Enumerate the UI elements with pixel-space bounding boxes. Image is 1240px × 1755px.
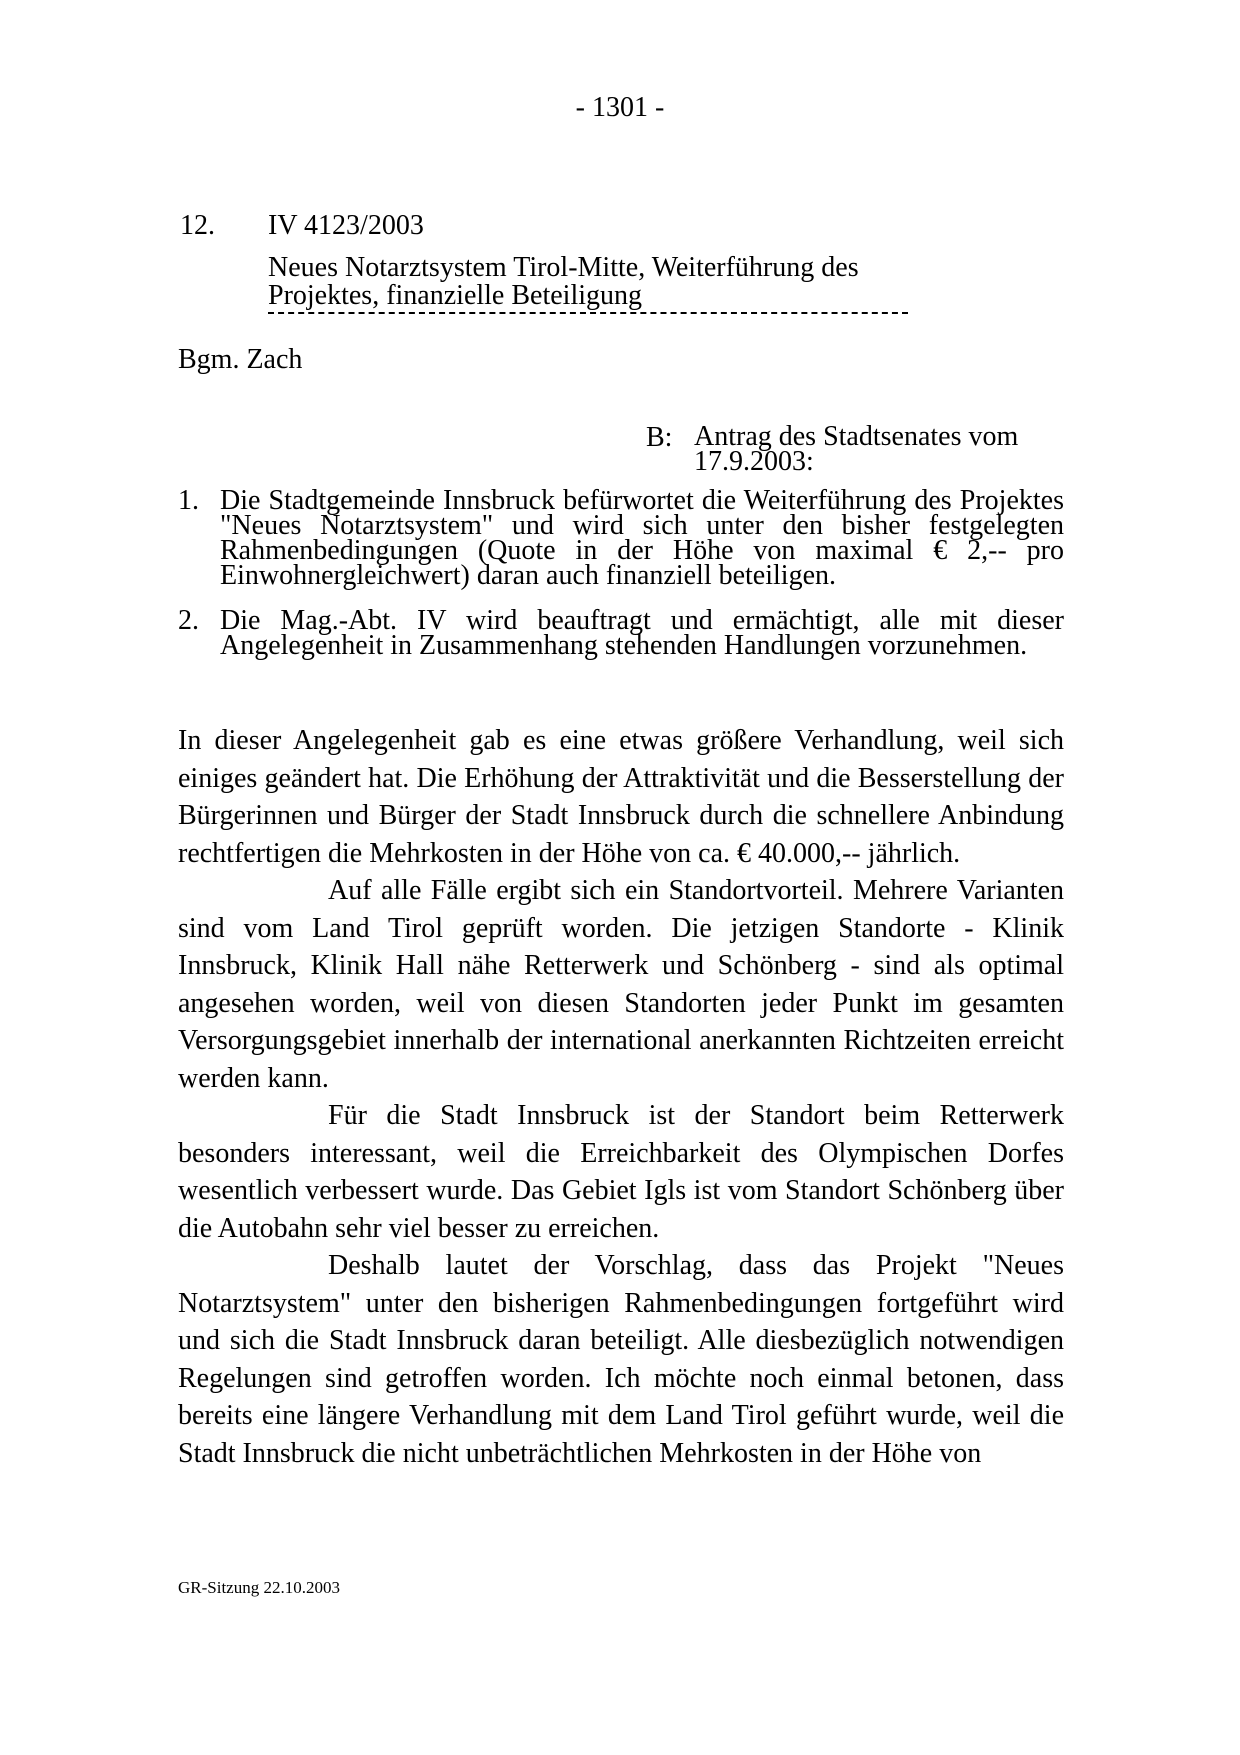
page-footer: GR-Sitzung 22.10.2003 bbox=[178, 1578, 340, 1597]
speaker-name: Bgm. Zach bbox=[178, 344, 303, 375]
motion-title-line: 17.9.2003: bbox=[694, 446, 814, 477]
motion-item-text: Die Stadtgemeinde Innsbruck befürwortet die Weiterführung des Projektes "Neues Notarztsystem" und wird sich unter den bisher festgelegten Rahmenbedingungen (Quote in der Höhe von maximal € 2,-- pro Einwohnergleichwert) daran auch finanziell beteiligen. bbox=[220, 485, 1064, 591]
speech-paragraph: Auf alle Fälle ergibt sich ein Standortvorteil. Mehrere Varianten sind vom Land Tirol geprüft worden. Die jetzigen Standorte - Klinik Innsbruck, Klinik Hall nähe Retterwerk und Schönberg - sind als optimal angesehen worden, weil von diesen Standorten jeder Punkt im gesamten Versorgungsgebiet innerhalb der international anerkannten Richtzeiten erreicht werden kann. bbox=[178, 875, 1064, 1094]
agenda-item-title-line: Neues Notarztsystem Tirol-Mitte, Weiterführung des bbox=[268, 252, 859, 283]
motion-item-text: Die Mag.-Abt. IV wird beauftragt und ermächtigt, alle mit dieser Angelegenheit in Zusammenhang stehenden Handlungen vorzunehmen. bbox=[220, 605, 1064, 661]
agenda-item-reference: IV 4123/2003 bbox=[268, 210, 424, 241]
motion-list-item bbox=[178, 605, 1064, 661]
motion-title-line: Antrag des Stadtsenates vom bbox=[694, 421, 1019, 452]
agenda-item-title bbox=[268, 254, 968, 310]
motion-list-item bbox=[178, 485, 1064, 591]
speech-paragraph: Deshalb lautet der Vorschlag, dass das Projekt "Neues Notarztsystem" unter den bisherigen Rahmenbedingungen fortgeführt wird und sich die Stadt Innsbruck daran beteiligt. Alle diesbezüglich notwendigen Regelungen sind getroffen worden. Ich möchte noch einmal betonen, dass bereits eine längere Verhandlung mit dem Land Tirol geführt wurde, weil die Stadt Innsbruck die nicht unbeträchtlichen Mehrkosten in der Höhe von bbox=[178, 1250, 1064, 1469]
motion-item-number: 1. bbox=[178, 485, 199, 516]
speech-paragraph: In dieser Angelegenheit gab es eine etwas größere Verhandlung, weil sich einiges geändert hat. Die Erhöhung der Attraktivität und die Besserstellung der Bürgerinnen und Bürger der Stadt Innsbruck durch die schnellere Anbindung rechtfertigen die Mehrkosten in der Höhe von ca. € 40.000,-- jährlich. bbox=[178, 725, 1064, 869]
agenda-item-title-line: Projektes, finanzielle Beteiligung bbox=[268, 280, 643, 311]
speech-body bbox=[178, 722, 1064, 1472]
motion-item-number: 2. bbox=[178, 605, 199, 636]
dashed-separator bbox=[268, 312, 908, 314]
motion-title bbox=[694, 421, 1019, 477]
motion-list bbox=[178, 485, 1064, 678]
agenda-item-number: 12. bbox=[180, 210, 215, 241]
page-number: - 1301 - bbox=[575, 92, 665, 123]
motion-label: B: bbox=[646, 422, 673, 453]
speech-paragraph: Für die Stadt Innsbruck ist der Standort beim Retterwerk besonders interessant, weil die Erreichbarkeit des Olympischen Dorfes wesentlich verbessert wurde. Das Gebiet Igls ist vom Standort Schönberg über die Autobahn sehr viel besser zu erreichen. bbox=[178, 1100, 1064, 1244]
